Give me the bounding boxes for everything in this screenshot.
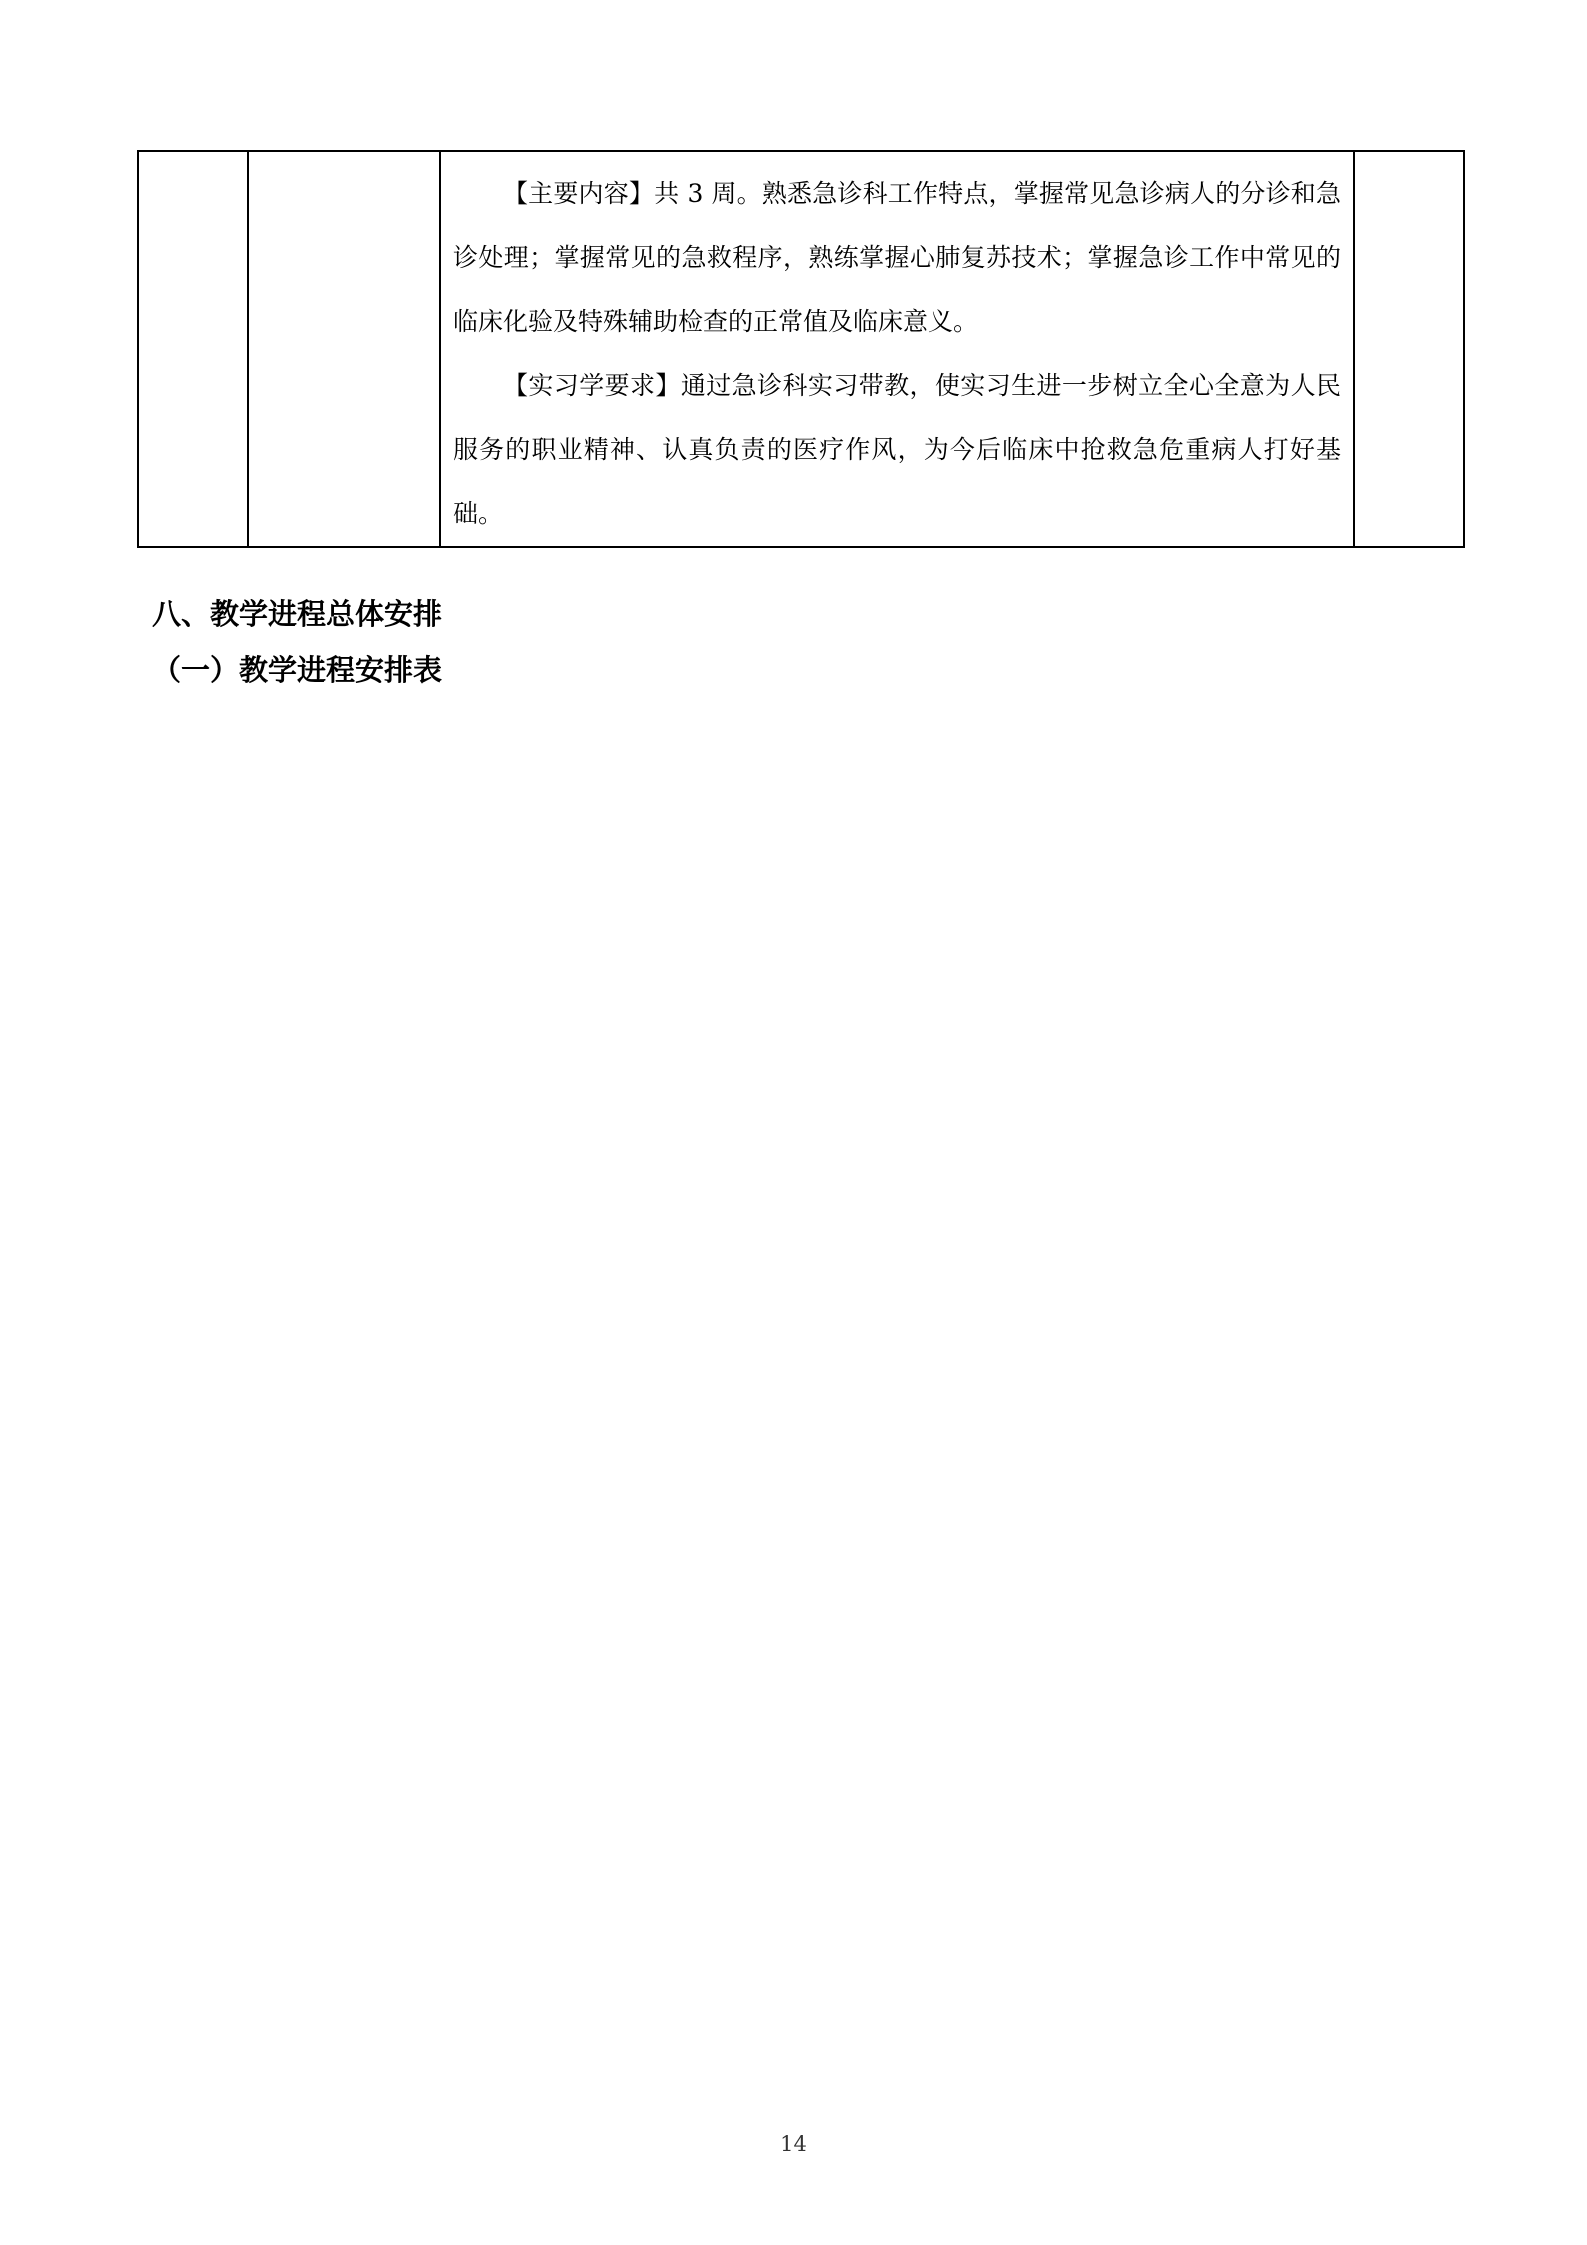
internship-content-table [137, 150, 1465, 548]
section-heading: 八、教学进程总体安排 [152, 597, 443, 631]
requirement-paragraph [453, 354, 1341, 546]
requirement-text: 通过急诊科实习带教，使实习生进一步树立全心全意为人民服务的职业精神、认真负责的医疗作风，为今后临床中抢救急危重病人打好基础。 [453, 371, 1341, 528]
table-cell-content [440, 151, 1354, 547]
page-number: 14 [780, 2132, 807, 2156]
requirement-label: 【实习学要求】 [503, 371, 681, 400]
cell-text-block [441, 152, 1353, 546]
table-row [138, 151, 1464, 547]
table-cell-empty-2 [248, 151, 440, 547]
main-content-paragraph [453, 162, 1341, 354]
main-content-label: 【主要内容】 [503, 179, 655, 208]
table-cell-empty-1 [138, 151, 248, 547]
main-content-text: 共 3 周。熟悉急诊科工作特点，掌握常见急诊病人的分诊和急诊处理；掌握常见的急救程序，熟练掌握心肺复苏技术；掌握急诊工作中常见的临床化验及特殊辅助检查的正常值及临床意义。 [453, 179, 1341, 336]
table-cell-empty-4 [1354, 151, 1464, 547]
subsection-heading: （一）教学进程安排表 [152, 653, 443, 687]
